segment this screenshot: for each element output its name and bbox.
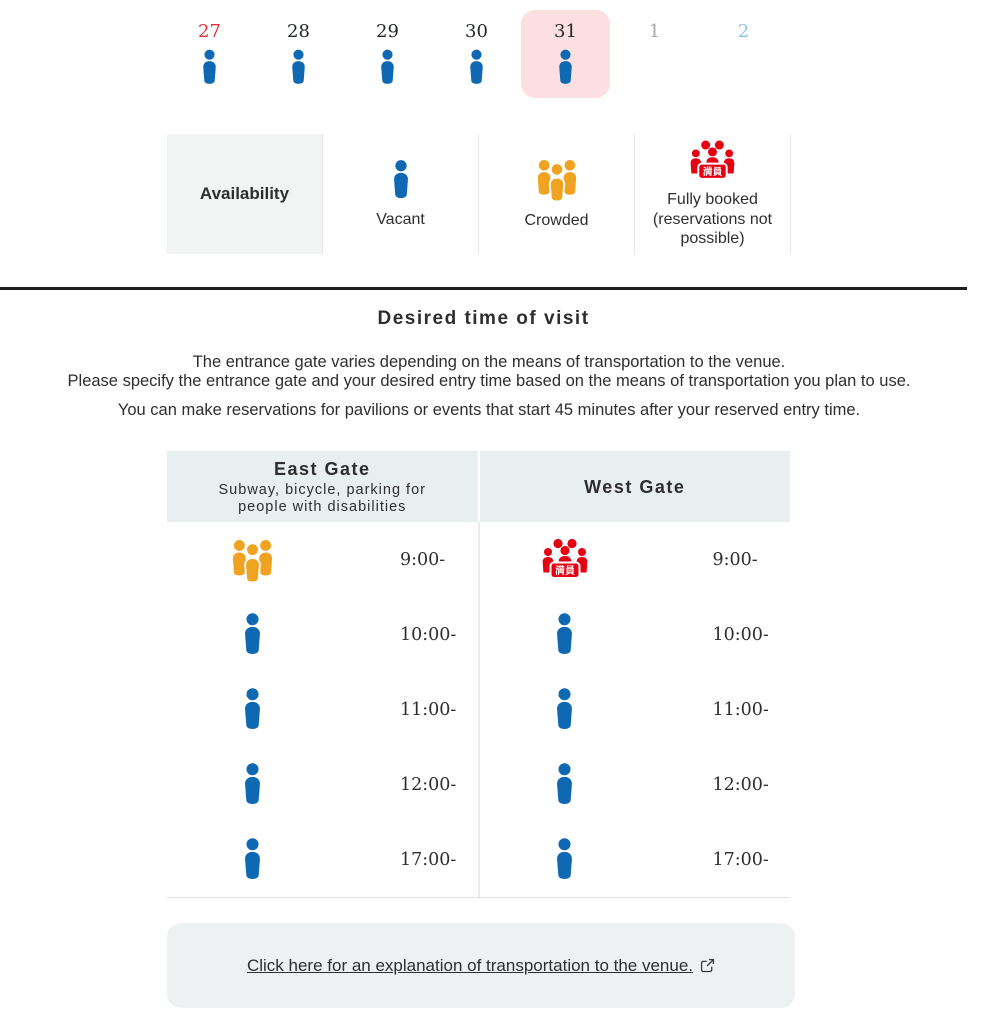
date-number: 30	[465, 21, 488, 42]
slot-time-label: 11:00-	[712, 699, 769, 720]
legend-title-cell	[167, 134, 322, 254]
slot-time-label: 9:00-	[712, 549, 758, 570]
slot-time-label: 9:00-	[400, 549, 446, 570]
description-line-1: The entrance gate varies depending on the means of transportation to the venue.	[192, 353, 786, 371]
east-slot-1200[interactable]	[167, 747, 478, 822]
slot-status-icon-box	[167, 612, 337, 657]
crowded-group-icon	[533, 157, 581, 202]
external-link-icon	[700, 958, 715, 973]
slot-time-label: 10:00-	[712, 624, 769, 645]
section-heading: Desired time of visit	[377, 308, 590, 329]
east-gate-subtitle: Subway, bicycle, parking for people with disabilities	[218, 481, 426, 515]
date-option-2[interactable]	[699, 10, 788, 98]
date-selector	[165, 10, 788, 98]
vacant-person-icon	[236, 762, 269, 807]
date-number: 2	[737, 21, 750, 42]
slot-time-label: 12:00-	[712, 774, 769, 795]
west-gate-header	[478, 451, 791, 522]
date-option-1[interactable]	[610, 10, 699, 98]
vacant-person-icon	[386, 159, 416, 201]
slot-status-icon-box	[480, 837, 650, 882]
date-number: 31	[554, 21, 577, 42]
fully-booked-icon	[689, 140, 736, 181]
east-gate-title: East Gate	[273, 458, 371, 479]
section-description	[0, 353, 978, 391]
slot-status-icon-box	[167, 837, 337, 882]
crowded-group-icon	[228, 537, 277, 583]
west-gate-column	[478, 451, 791, 897]
slot-time-label: 17:00-	[712, 849, 769, 870]
availability-legend	[167, 134, 791, 254]
entry-time-table	[167, 451, 790, 898]
vacant-person-icon	[236, 837, 269, 882]
vacant-person-icon	[548, 687, 581, 732]
date-option-29[interactable]	[343, 10, 432, 98]
vacant-person-icon	[285, 48, 312, 87]
slot-status-icon-box	[480, 762, 650, 807]
date-option-28[interactable]	[254, 10, 343, 98]
legend-label: Vacant	[376, 210, 425, 228]
vacant-person-icon	[552, 48, 579, 87]
west-gate-title: West Gate	[584, 476, 686, 497]
date-number: 27	[198, 21, 221, 42]
vacant-person-icon	[463, 48, 490, 87]
east-gate-column	[167, 451, 478, 897]
legend-label: Fully booked (reservations not possible)	[652, 191, 773, 247]
vacant-person-icon	[236, 612, 269, 657]
west-slot-1700[interactable]	[480, 822, 791, 897]
transport-link-box	[167, 923, 795, 1008]
legend-item-fully-booked	[634, 134, 790, 254]
description-line-2: Please specify the entrance gate and your desired entry time based on the means of transportation you plan to use.	[67, 372, 911, 390]
slot-status-icon-box	[167, 687, 337, 732]
east-gate-header	[167, 451, 478, 522]
legend-title: Availability	[199, 183, 290, 203]
east-slot-900[interactable]	[167, 522, 478, 597]
vacant-person-icon	[548, 762, 581, 807]
slot-status-icon-box	[480, 538, 650, 581]
legend-item-crowded	[478, 134, 634, 254]
date-option-30[interactable]	[432, 10, 521, 98]
date-number: 29	[376, 21, 399, 42]
east-slot-1700[interactable]	[167, 822, 478, 897]
west-slot-1200[interactable]	[480, 747, 791, 822]
legend-label: Crowded	[524, 212, 589, 230]
vacant-person-icon	[548, 612, 581, 657]
slot-status-icon-box	[480, 612, 650, 657]
fully-booked-icon	[541, 538, 589, 581]
vacant-person-icon	[236, 687, 269, 732]
date-number: 28	[287, 21, 310, 42]
vacant-person-icon	[548, 837, 581, 882]
east-slot-1100[interactable]	[167, 672, 478, 747]
transport-link-label: Click here for an explanation of transportation to the venue.	[246, 955, 694, 975]
slot-status-icon-box	[167, 762, 337, 807]
vacant-person-icon	[196, 48, 223, 87]
section-note: You can make reservations for pavilions or events that start 45 minutes after your reserved entry time.	[117, 401, 861, 419]
section-divider	[0, 287, 967, 290]
legend-item-vacant	[322, 134, 478, 254]
slot-time-label: 17:00-	[400, 849, 457, 870]
east-slot-1000[interactable]	[167, 597, 478, 672]
date-option-27[interactable]	[165, 10, 254, 98]
vacant-person-icon	[374, 48, 401, 87]
transport-explanation-link[interactable]	[247, 956, 715, 976]
slot-time-label: 12:00-	[400, 774, 457, 795]
slot-status-icon-box	[167, 537, 337, 583]
slot-time-label: 10:00-	[400, 624, 457, 645]
date-number: 1	[648, 21, 661, 42]
slot-time-label: 11:00-	[400, 699, 457, 720]
west-slot-1000[interactable]	[480, 597, 791, 672]
date-option-31-selected[interactable]	[521, 10, 610, 98]
west-slot-1100[interactable]	[480, 672, 791, 747]
slot-status-icon-box	[480, 687, 650, 732]
west-slot-900[interactable]	[480, 522, 791, 597]
